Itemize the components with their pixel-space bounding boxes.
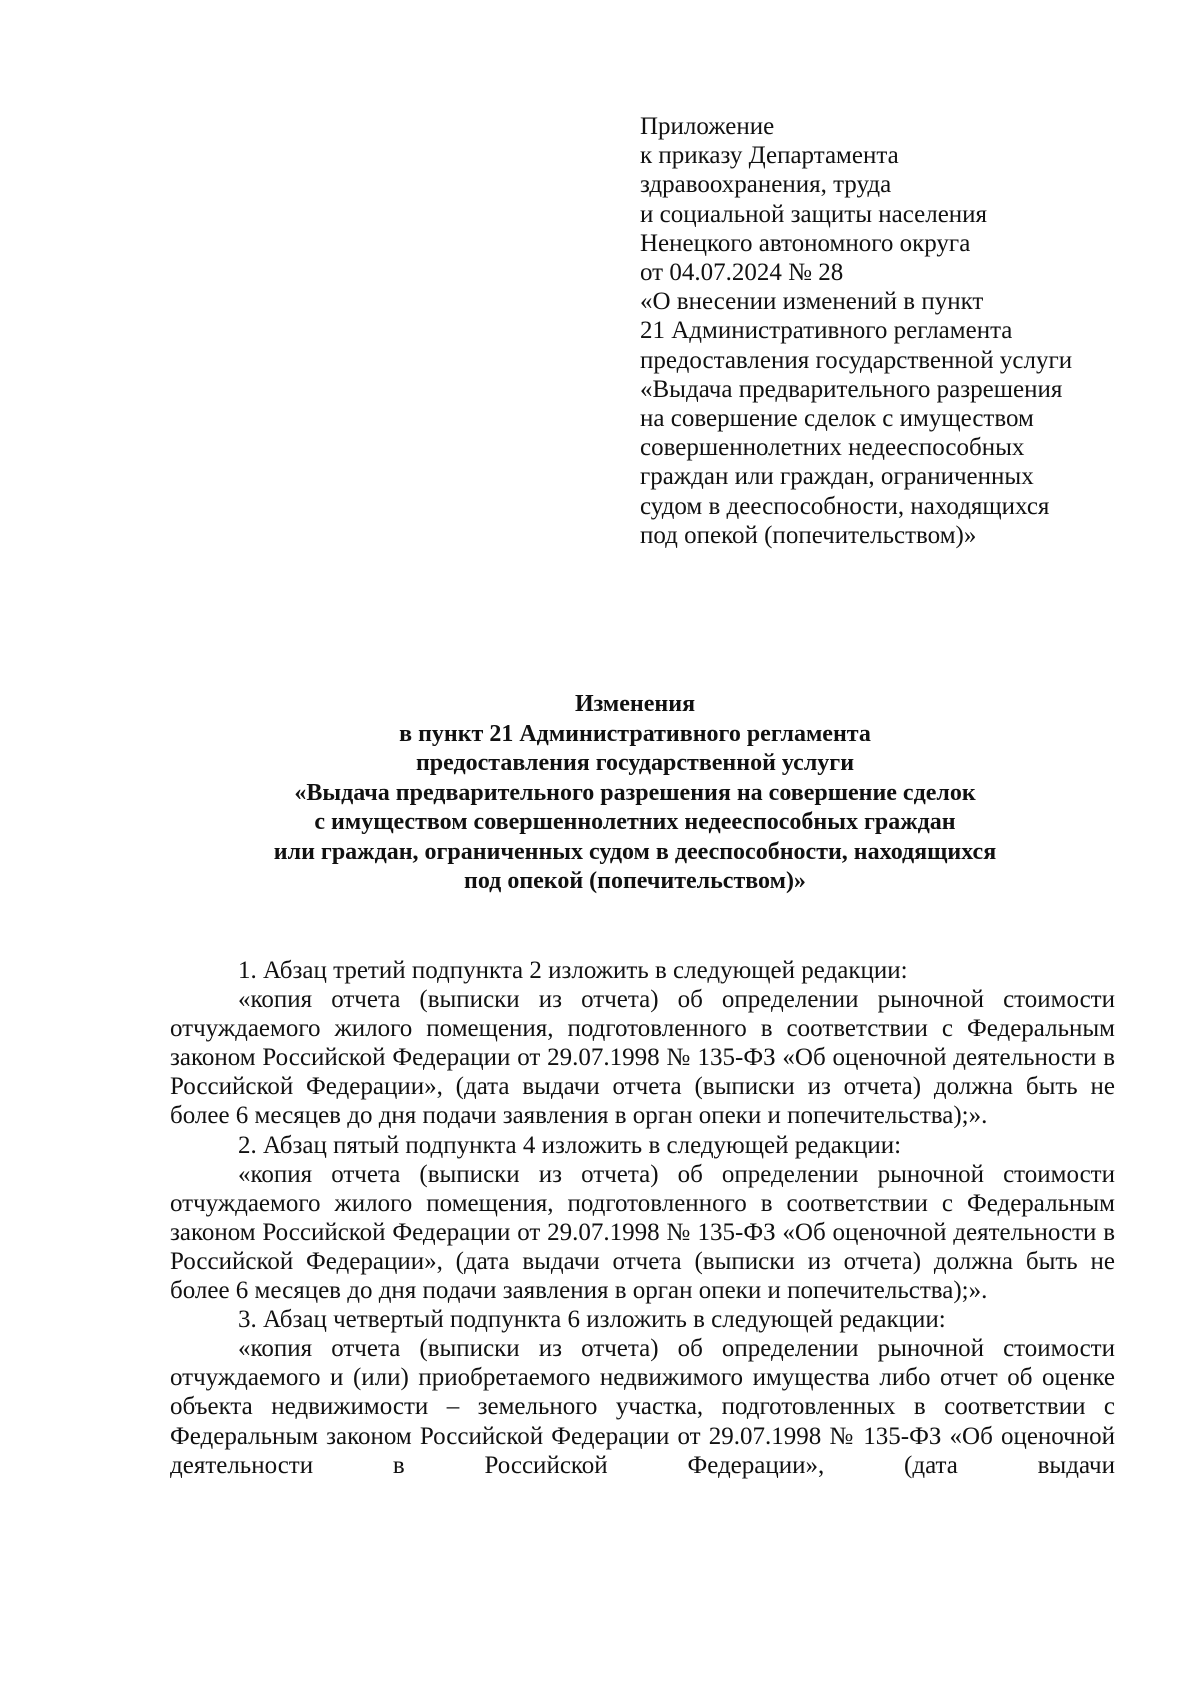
document-body	[170, 956, 1115, 1480]
appendix-line: здравоохранения, труда	[640, 171, 892, 199]
title-line: в пункт 21 Административного регламента	[399, 720, 871, 747]
item-1-text: «копия отчета (выписки из отчета) об определении рыночной стоимости отчуждаемого жилого помещения, подготовленного в соответствии с Федеральным законом Российской Федерации от 29.07.1998 № 135-ФЗ «Об оценочной деятельности в Российской Федерации», (дата выдачи отчета (выписки из отчета) должна быть не более 6 месяцев до дня подачи заявления в орган опеки и попечительства);».	[170, 986, 1115, 1130]
appendix-line: от 04.07.2024 № 28	[640, 259, 844, 287]
item-2-text: «копия отчета (выписки из отчета) об определении рыночной стоимости отчуждаемого жилого помещения, подготовленного в соответствии с Федеральным законом Российской Федерации от 29.07.1998 № 135-ФЗ «Об оценочной деятельности в Российской Федерации», (дата выдачи отчета (выписки из отчета) должна быть не более 6 месяцев до дня подачи заявления в орган опеки и попечительства);».	[170, 1160, 1115, 1305]
appendix-line: Ненецкого автономного округа	[640, 229, 971, 257]
appendix-header	[640, 112, 1110, 550]
title-line: или граждан, ограниченных судом в дееспособности, находящихся	[273, 838, 997, 865]
appendix-line: предоставления государственной услуги	[640, 346, 1073, 374]
document-title	[200, 690, 1070, 897]
appendix-line: «О внесении изменений в пункт	[640, 288, 984, 316]
title-line: «Выдача предварительного разрешения на совершение сделок	[294, 779, 976, 806]
appendix-line: на совершение сделок с имуществом	[640, 405, 1034, 433]
appendix-line: Приложение	[640, 113, 775, 140]
appendix-line: судом в дееспособности, находящихся	[640, 492, 1050, 520]
appendix-line: граждан или граждан, ограниченных	[640, 463, 1034, 491]
appendix-line: совершеннолетних недееспособных	[640, 434, 1025, 462]
appendix-line: 21 Административного регламента	[640, 317, 1013, 345]
item-3-heading: 3. Абзац четвертый подпункта 6 изложить в следующей редакции:	[238, 1306, 946, 1334]
appendix-line: «Выдача предварительного разрешения	[640, 375, 1063, 403]
title-line: Изменения	[574, 691, 696, 717]
appendix-line: и социальной защиты населения	[640, 200, 988, 228]
item-2-heading: 2. Абзац пятый подпункта 4 изложить в следующей редакции:	[238, 1131, 902, 1159]
appendix-line: к приказу Департамента	[640, 142, 899, 170]
appendix-line: под опекой (попечительством)»	[640, 521, 977, 549]
item-1-heading: 1. Абзац третий подпункта 2 изложить в следующей редакции:	[238, 957, 908, 984]
title-line: с имуществом совершеннолетних недееспособных граждан	[314, 809, 956, 835]
title-line: под опекой (попечительством)»	[464, 868, 806, 894]
title-line: предоставления государственной услуги	[415, 750, 855, 776]
item-3-text: «копия отчета (выписки из отчета) об определении рыночной стоимости отчуждаемого и (или) приобретаемого недвижимого имущества либо отчет об оценке объекта недвижимости – земельного участка, подготовленных в соответствии с Федеральным законом Российской Федерации от 29.07.1998 № 135-ФЗ «Об оценочной деятельности в Российской Федерации», (дата выдачи	[170, 1335, 1115, 1479]
